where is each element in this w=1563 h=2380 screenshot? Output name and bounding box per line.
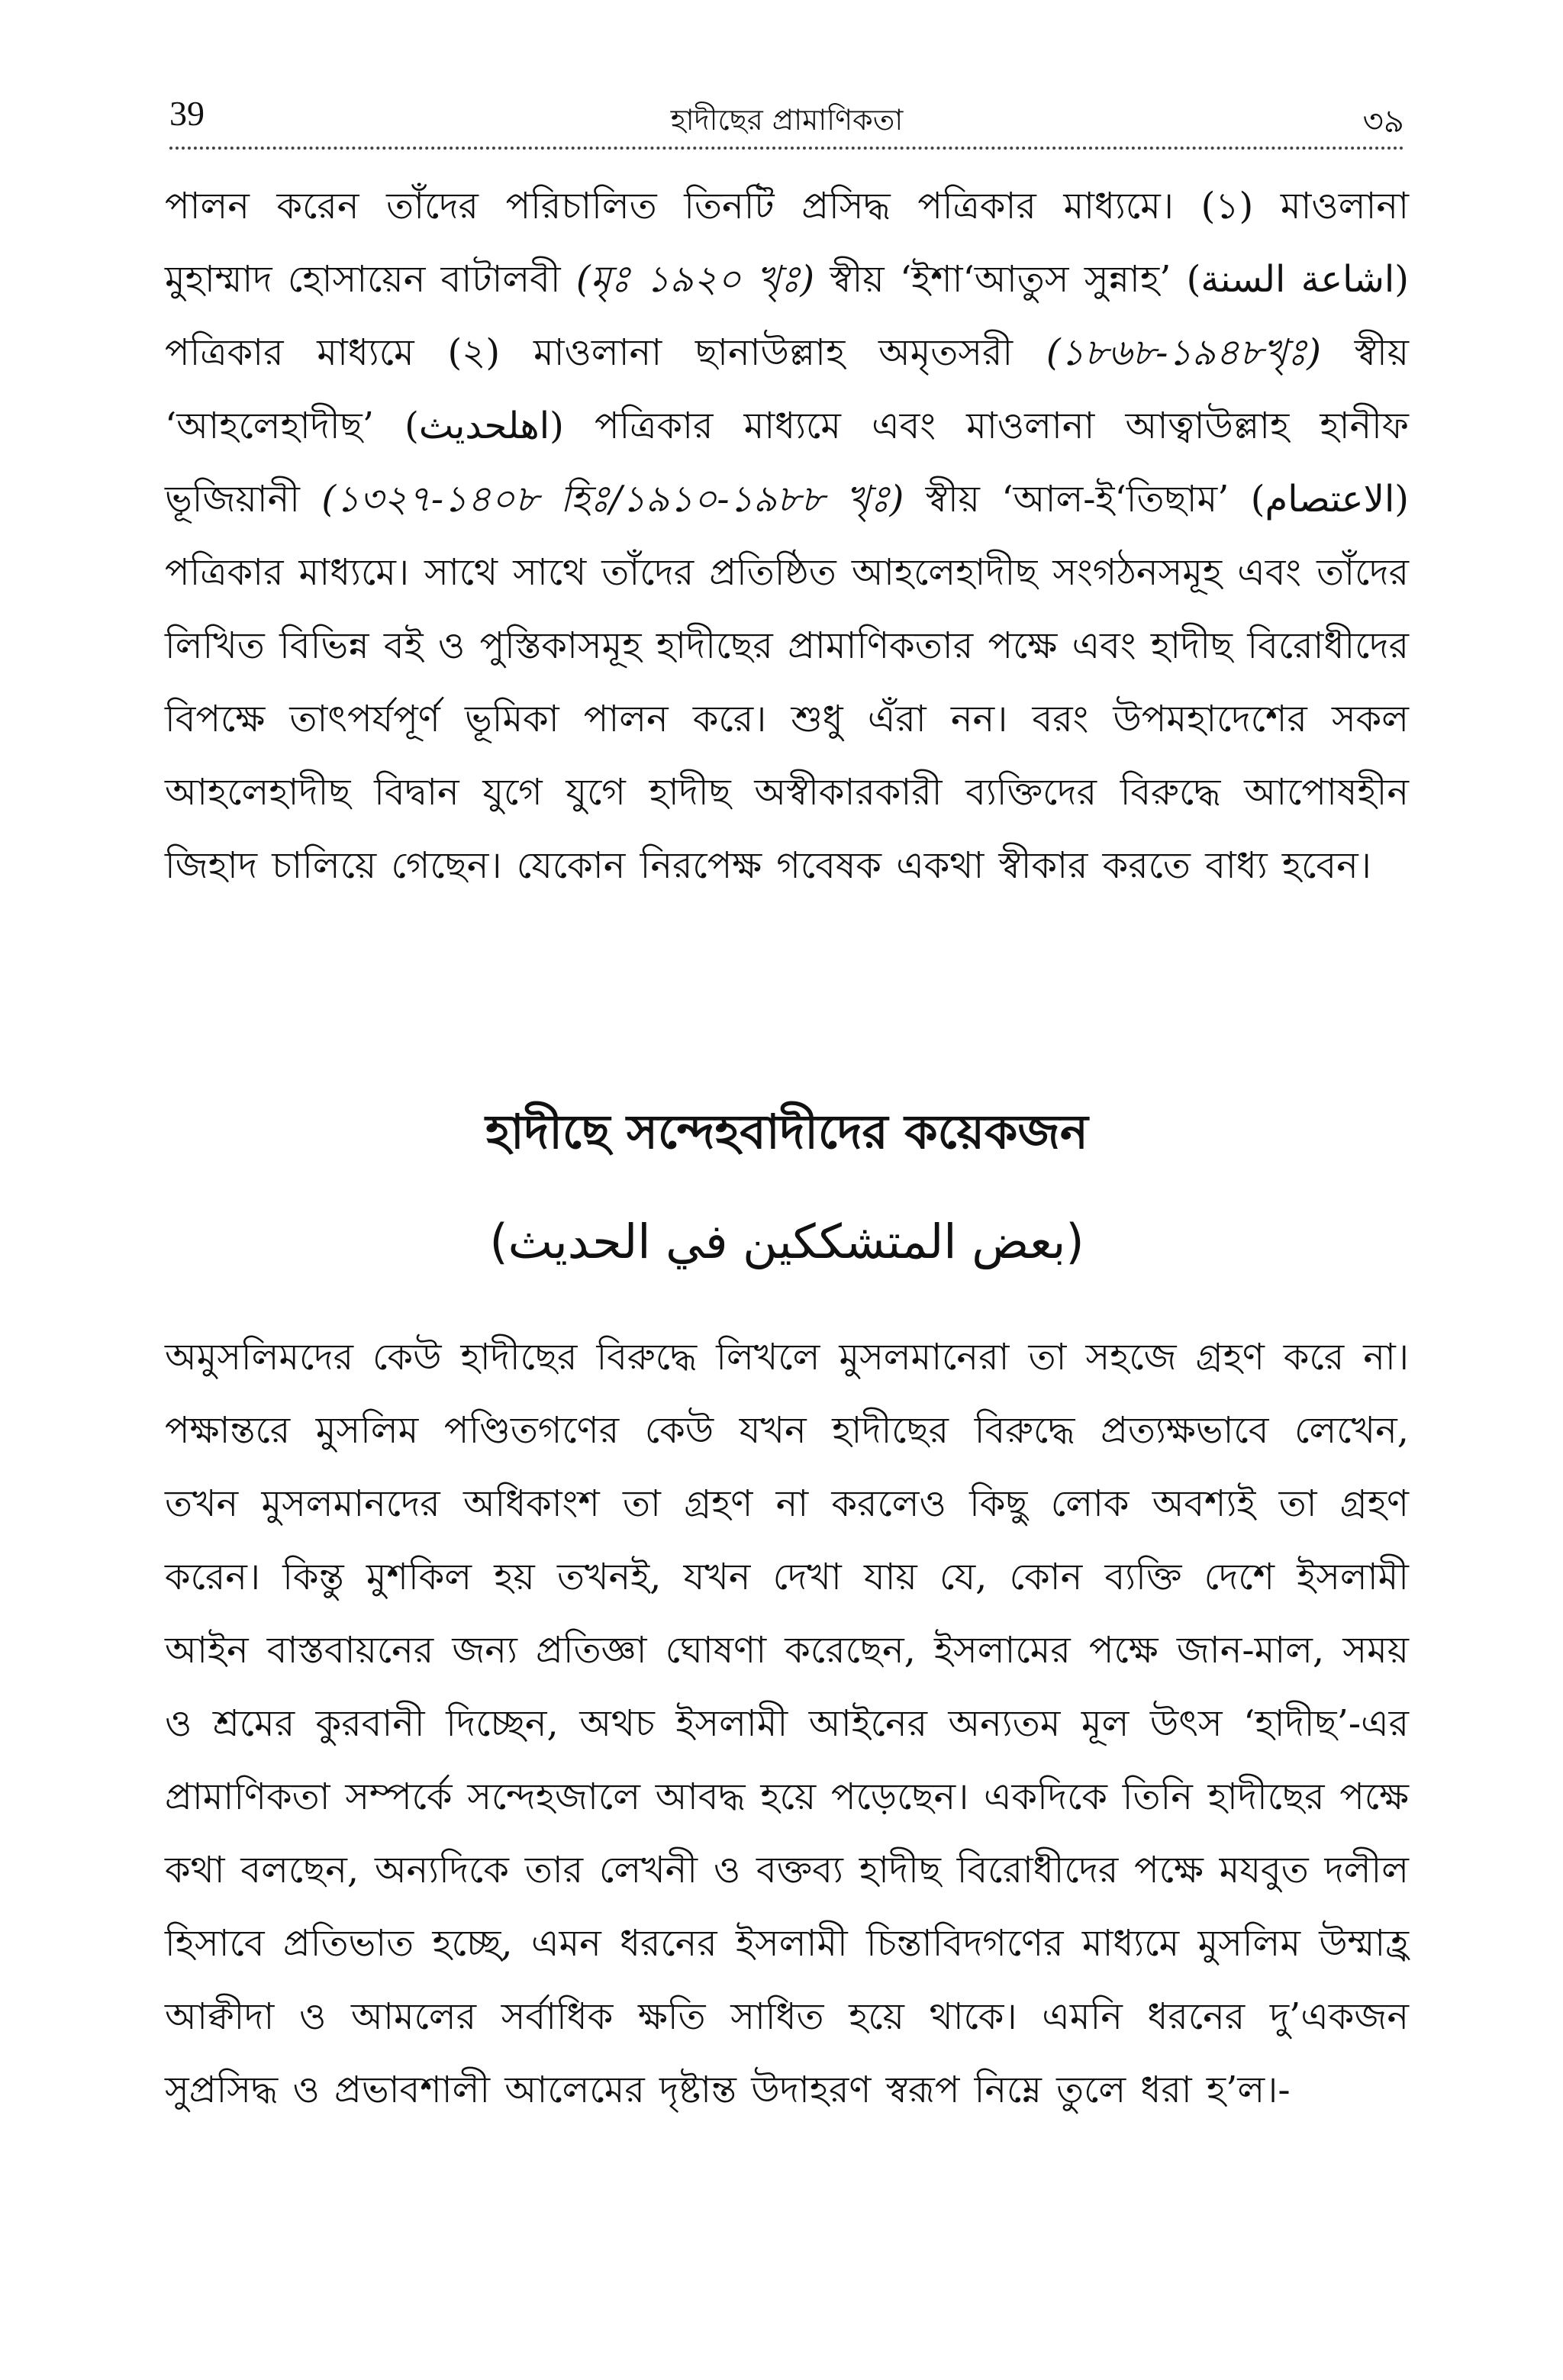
page-number-bengali: ৩৯ [1362,102,1404,140]
date-note: (১৩২৭-১৪০৮ হিঃ/১৯১০-১৯৮৮ খৃঃ) [321,478,904,521]
running-title: হাদীছের প্রামাণিকতা [670,103,904,137]
date-note: (১৮৬৮-১৯৪৮খৃঃ) [1046,331,1321,374]
text-run: পালন করেন তাঁদের পরিচালিত তিনটি প্রসিদ্ধ পত্রিকার মাধ্যমে। (১) মাওলানা মুহাম্মাদ হোসায়েন বাটালবী [165,185,1409,301]
page-number-latin: 39 [169,94,205,133]
text-run: স্বীয় ‘আহলেহাদীছ’ (اهلحديث) পত্রিকার মাধ্যমে এবং মাওলানা আত্বাউল্লাহ হানীফ ভূজিয়ানী [165,331,1409,521]
paragraph: অমুসলিমদের কেউ হাদীছের বিরুদ্ধে লিখলে মুসলমানেরা তা সহজে গ্রহণ করে না। পক্ষান্তরে মুসলিম পণ্ডিতগণের কেউ যখন হাদীছের বিরুদ্ধে প্রত্যক্ষভাবে লেখেন, তখন মুসলমানদের অধিকাংশ তা গ্রহণ না করলেও কিছু লোক অবশ্যই তা গ্রহণ করেন। কিন্তু মুশকিল হয় তখনই, যখন দেখা যায় যে, কোন ব্যক্তি দেশে ইসলামী আইন বাস্তবায়নের জন্য প্রতিজ্ঞা ঘোষণা করেছেন, ইসলামের পক্ষে জান-মাল, সময় ও শ্রমের কুরবানী দিচ্ছেন, অথচ ইসলামী আইনের অন্যতম মূল উৎস ‘হাদীছ’-এর প্রামাণিকতা সম্পর্কে সন্দেহজালে আবদ্ধ হয়ে পড়েছেন। একদিকে তিনি হাদীছের পক্ষে কথা বলছেন, অন্যদিকে তার লেখনী ও বক্তব্য হাদীছ বিরোধীদের পক্ষে মযবুত দলীল হিসাবে প্রতিভাত হচ্ছে, এমন ধরনের ইসলামী চিন্তাবিদগণের মাধ্যমে মুসলিম উম্মাহ্র আক্বীদা ও আমলের সর্বাধিক ক্ষতি সাধিত হয়ে থাকে। এমনি ধরনের দু’একজন সুপ্রসিদ্ধ ও প্রভাবশালী আলেমের দৃষ্টান্ত উদাহরণ স্বরূপ নিম্নে তুলে ধরা হ’ল।- [165,1336,1409,2111]
text-run: স্বীয় ‘আল-ই‘তিছাম’ (الاعتصام) পত্রিকার মাধ্যমে। সাথে সাথে তাঁদের প্রতিষ্ঠিত আহলেহাদীছ সংগঠনসমূহ এবং তাঁদের লিখিত বিভিন্ন বই ও পুস্তিকাসমূহ হাদীছের প্রামাণিকতার পক্ষে এবং হাদীছ বিরোধীদের বিপক্ষে তাৎপর্যপূর্ণ ভূমিকা পালন করে। শুধু এঁরা নন। বরং উপমহাদেশের সকল আহলেহাদীছ বিদ্বান যুগে যুগে হাদীছ অস্বীকারকারী ব্যক্তিদের বিরুদ্ধে আপোষহীন জিহাদ চালিয়ে গেছেন। যেকোন নিরপেক্ষ গবেষক একথা স্বীকার করতে বাধ্য হবেন। [165,478,1410,887]
paragraph [165,169,1409,902]
date-note: (মৃঃ ১৯২০ খৃঃ) [575,258,815,301]
text-run: স্বীয় ‘ইশা‘আতুস সুন্নাহ’ (اشاعة السنة) পত্রিকার মাধ্যমে (২) মাওলানা ছানাউল্লাহ অমৃতসরী [165,258,1410,374]
paragraph-continuation [165,169,1409,902]
section-paragraph [165,1321,1409,2127]
section-heading: হাদীছে সন্দেহবাদীদের কয়েকজন [485,1104,1088,1159]
section-subheading-arabic: (بعض المتشككين في الحديث) [489,1214,1084,1269]
page-header [169,90,1404,150]
